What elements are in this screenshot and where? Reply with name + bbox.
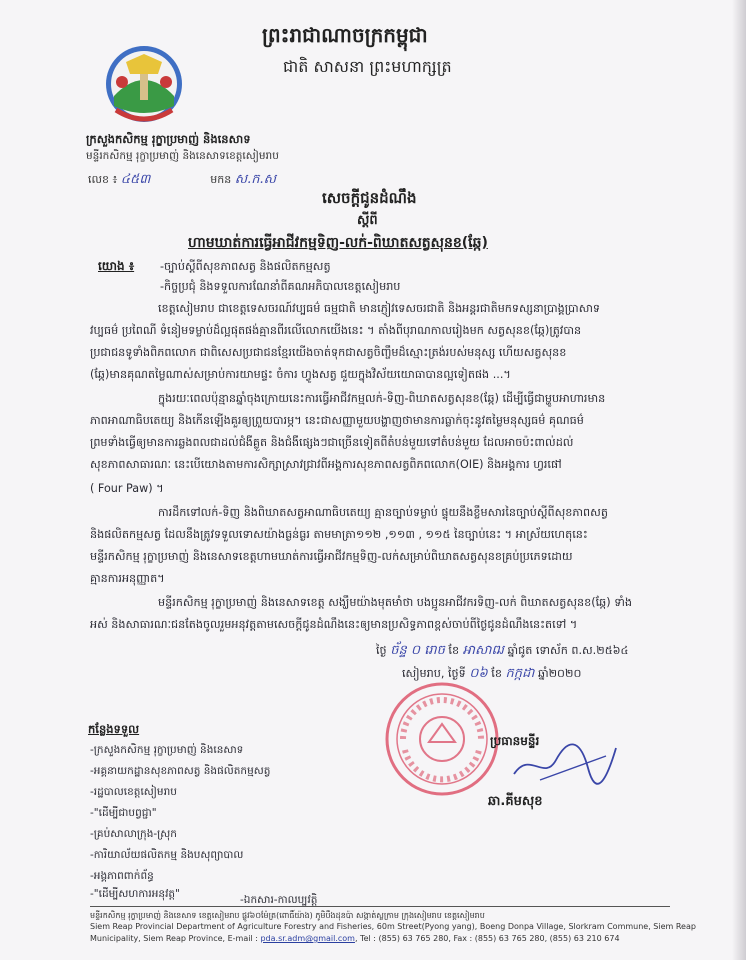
footer-location: Municipality, Siem Reap Province, E-mail : bbox=[90, 934, 261, 943]
footer-divider bbox=[90, 906, 670, 907]
lunar-date-prefix: ថ្ងៃ bbox=[376, 644, 387, 657]
suffix-label: មកន bbox=[210, 173, 232, 186]
handwritten-signature-icon bbox=[510, 730, 620, 790]
body-line: ការដឹកទៅលក់-ទិញ និងពិឃាតសត្វអាណាធិបតេយ្យ គ្មានច្បាប់ទម្លាប់ ផ្ទុយនឹងខ្លឹមសារនៃច្បាប់ស្ដីពីសុខភាពសត្វ bbox=[158, 506, 608, 519]
body-line: គ្មានការអនុញ្ញាត។ bbox=[90, 572, 165, 585]
body-line: ប្រជាជនទូទាំងពិភពលោក ជាពិសេសប្រជាជនខ្មែរយើងចាត់ទុកជាសត្វចិញ្ចឹមដ៏ស្មោះត្រង់របស់មនុស្ស ហើយសត្វសុនខ bbox=[90, 346, 567, 359]
body-line: ក្នុងរយៈពេលប៉ុន្មានឆ្នាំចុងក្រោយនេះការធ្វើអាជីវកម្មលក់-ទិញ-ពិឃាតសត្វសុនខ(ឆ្កែ) ដើម្បីធ្វើជាម្ហូបអាហារមាន bbox=[158, 392, 606, 405]
lunar-date-day: ច័ន្ទ ០ រោច bbox=[390, 643, 445, 658]
number-label: លេខ ៖ bbox=[88, 173, 118, 186]
page-edge-shadow bbox=[732, 0, 746, 960]
solar-date-month-label: ខែ bbox=[491, 667, 502, 680]
lunar-date-month: អាសាឍ bbox=[462, 643, 504, 658]
lunar-date-year: ឆ្នាំជូត ទោស័ក ព.ស.២៥៦៤ bbox=[507, 644, 629, 657]
recipient-item: -ឯកសារ-កាលប្បវត្តិ bbox=[240, 894, 318, 906]
body-line: ភាពអាណាធិបតេយ្យ និងកើនឡើងគួរឲ្យព្រួយបារម្ភ។ នេះជាសញ្ញាមួយបង្ហាញថាមានការធ្លាក់ចុះនូវតម្លៃមនុស្សធម៌ គុណធម៌ bbox=[90, 414, 584, 427]
solar-date-year: ឆ្នាំ២០២០ bbox=[537, 667, 582, 680]
solar-date-day: ០៦ bbox=[469, 666, 488, 681]
recipient-item: -អង្គភាពពាក់ព័ន្ធ bbox=[90, 870, 154, 882]
official-stamp-icon bbox=[383, 680, 501, 798]
recipient-item: -"ដើម្បីសហការអនុវត្ត" bbox=[90, 888, 180, 900]
recipient-item: -ក្រសួងកសិកម្ម រុក្ខាប្រមាញ់ និងនេសាទ bbox=[90, 744, 244, 756]
body-line: ខេត្តសៀមរាប ជាខេត្តទេសចរណ៍វប្បធម៌ ធម្មជាតិ មានភ្ញៀវទេសចរជាតិ និងអន្តរជាតិមកទស្សនាប្រាង្គប្រាសាទ bbox=[158, 302, 601, 315]
body-line: សុខភាពសាធារណៈ នេះបើយោងតាមការសិក្សាស្រាវជ្រាវពីអង្គការសុខភាពសត្វពិភពលោក(OIE) និងអង្គការ ហ្វរផៅ bbox=[90, 458, 562, 471]
body-line: អស់ និងសាធារណៈជនតែងចូលរួមអនុវត្តតាមសេចក្ដីជូនដំណឹងនេះឲ្យមានប្រសិទ្ធភាពខ្ពស់ចាប់ពីថ្ងៃជូនដំណឹងនេះតទៅ ។ bbox=[90, 618, 578, 631]
footer-email-link[interactable]: pda.sr.adm@gmail.com bbox=[260, 934, 355, 943]
recipient-item: -រដ្ឋបាលខេត្តសៀមរាប bbox=[90, 786, 177, 798]
body-line: និងផលិតកម្មសត្វ ដែលនឹងត្រូវទទួលទោសយ៉ាងធ្ងន់ធ្ងរ តាមមាត្រា១១២ ,១១៣ , ១១៥ នៃច្បាប់នេះ ។ អាស្រ័យហេតុនេះ bbox=[90, 528, 588, 541]
number-value: ៤៥៣ bbox=[120, 172, 151, 187]
solar-date-prefix: សៀមរាប, ថ្ងៃទី bbox=[402, 667, 466, 680]
body-line: មន្ទីរកសិកម្ម រុក្ខាប្រមាញ់ និងនេសាទខេត្តហាមឃាត់ការធ្វើអាជីវកម្មទិញ-លក់សម្រាប់ពិឃាតសត្វសុនខគ្រប់ប្រភេទដោយ bbox=[90, 550, 573, 563]
lunar-date-month-label: ខែ bbox=[448, 644, 460, 657]
footer-address-line1: Siem Reap Provincial Department of Agriculture Forestry and Fisheries, 60m Street(Pyong yang), Boeng Donpa Village, Slorkram Commune, Siem Reap bbox=[90, 922, 696, 931]
body-line: ព្រមទាំងធ្វើឲ្យមានការឆ្លងពលជាដល់ជំងឺគ្លួត និងជំងឺផ្សេងៗជាច្រើនទៀតពីតំបន់មួយទៅតំបន់មួយ ដែលអាចប៉ះពាល់ដល់ bbox=[90, 436, 574, 449]
department-name: មន្ទីរកសិកម្ម រុក្ខាប្រមាញ់ និងនេសាទខេត្តសៀមរាប bbox=[86, 150, 279, 162]
references-heading: យោង ៖ bbox=[98, 259, 135, 273]
recipient-item: -ការិយាល័យផលិតកម្ម និងបសុព្យាបាល bbox=[90, 849, 244, 861]
notice-subject: ហាមឃាត់ការធ្វើអាជីវកម្មទិញ-លក់-ពិឃាតសត្វសុនខ(ឆ្កែ) bbox=[188, 235, 488, 251]
recipient-item: -គ្រប់សាលាក្រុង-ស្រុក bbox=[90, 828, 177, 840]
signer-title: ប្រធានមន្ទីរ bbox=[490, 734, 540, 748]
body-line: ( Four Paw) ។ bbox=[90, 482, 164, 495]
recipients-heading: កន្លែងទទួល bbox=[88, 722, 140, 736]
body-line: មន្ទីរកសិកម្ម រុក្ខាប្រមាញ់ និងនេសាទខេត្ត សង្ឃឹមយ៉ាងមុតមាំថា បងប្អូនអាជីវករទិញ-លក់ ពិឃាតសត្វសុនខ(ឆ្កែ) ទាំង bbox=[158, 596, 632, 609]
suffix-value: ស.ក.ស bbox=[234, 172, 277, 187]
national-motto: ជាតិ សាសនា ព្រះមហាក្សត្រ bbox=[283, 57, 452, 76]
footer-address-line2 bbox=[90, 934, 620, 943]
notice-title: សេចក្ដីជូនដំណឹង bbox=[322, 189, 417, 207]
reference-item: -កិច្ចប្រជុំ និងទទួលការណែនាំពីគណអភិបាលខេត្តសៀមរាប bbox=[160, 280, 401, 293]
recipient-item: -"ដើម្បីជាបព្វជ្ជា" bbox=[90, 807, 157, 819]
body-line: (ឆ្កែ)មានគុណតម្លៃណាស់សម្រាប់ការយាមផ្ទះ ចំការ ហ្វូងសត្វ ជួយក្នុងវិស័យយោធាបានល្អទៀតផង ...។ bbox=[90, 368, 511, 381]
signer-name: ឆា.គីមសុខ bbox=[488, 794, 543, 809]
kingdom-heading: ព្រះរាជាណាចក្រកម្ពុជា bbox=[262, 23, 428, 47]
recipient-item: -អគ្គនាយកដ្ឋានសុខភាពសត្វ និងផលិតកម្មសត្វ bbox=[90, 765, 271, 777]
reference-item: -ច្បាប់ស្ដីពីសុខភាពសត្វ និងផលិតកម្មសត្វ bbox=[160, 260, 331, 273]
ministry-name: ក្រសួងកសិកម្ម រុក្ខាប្រមាញ់ និងនេសាទ bbox=[86, 132, 251, 146]
body-line: វប្បធម៌ ប្រពៃណី ទំនៀមទម្លាប់ដ៏ល្អផុតផង់គ្មានពីរលើលោកយើងនេះ ។ តាំងពីបុរាណកាលរៀងមក សត្វសុនខ(ឆ្កែ)ត្រូវបាន bbox=[90, 324, 582, 337]
lunar-date bbox=[376, 642, 628, 661]
footer-phone-fax: , Tel : (855) 63 765 280, Fax : (855) 63 765 280, (855) 63 210 674 bbox=[354, 934, 620, 943]
notice-subtitle: ស្ដីពី bbox=[357, 213, 378, 228]
footer-address-khmer: មន្ទីរកសិកម្ម រុក្ខាប្រមាញ់ និងនេសាទ ខេត្តសៀមរាប ផ្លូវ៦០ម៉ែត្រ(ពោធិ៍យ៉ាង) ភូមិបឹងដុនប៉ា សង្កាត់ស្លក្រាម ក្រុងសៀមរាប ខេត្តសៀមរាប bbox=[90, 911, 485, 920]
ministry-logo bbox=[96, 44, 192, 128]
solar-date-month: កក្កដា bbox=[505, 666, 535, 681]
reference-number-line bbox=[88, 171, 276, 190]
